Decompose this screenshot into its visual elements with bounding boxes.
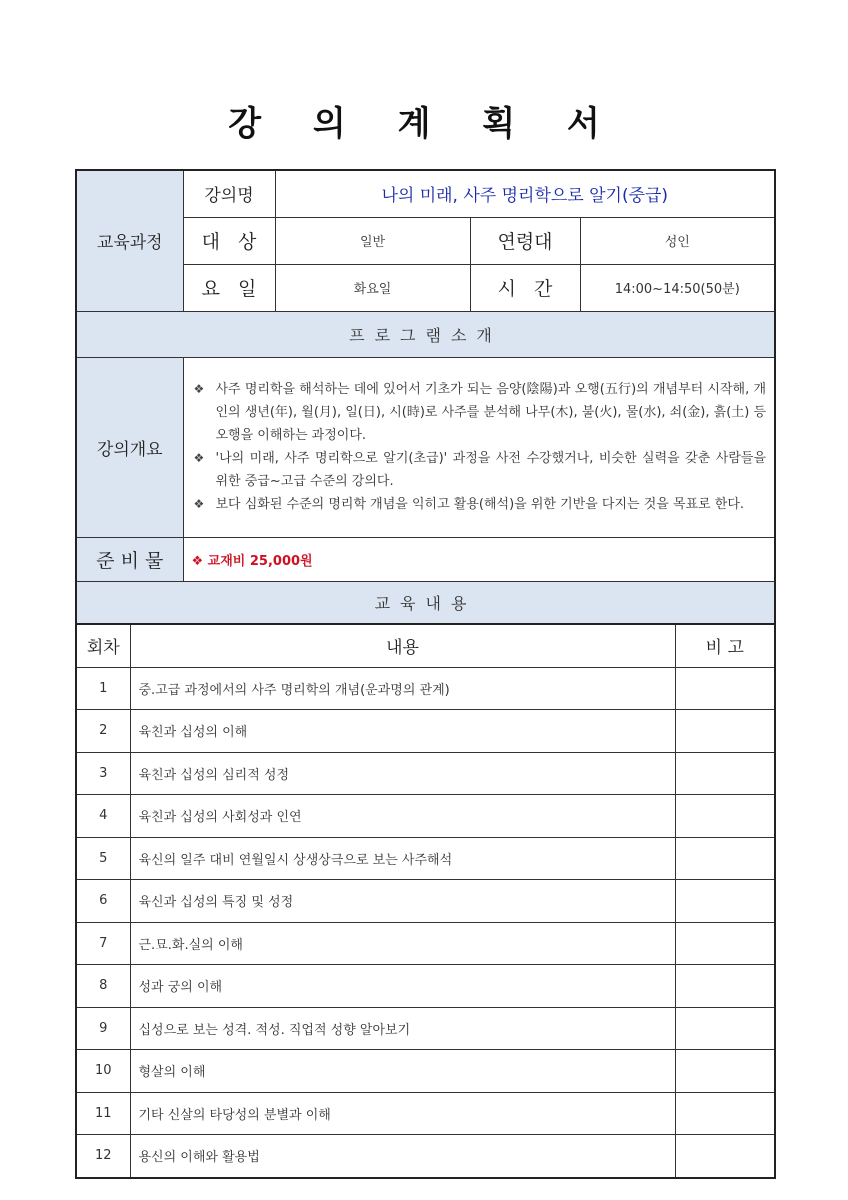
session-content: 십성으로 보는 성격. 적성. 직업적 성향 알아보기 (130, 1007, 675, 1050)
table-row (76, 795, 775, 838)
table-row (76, 965, 775, 1008)
target-label: 대 상 (183, 217, 275, 264)
column-header-session: 회차 (76, 624, 130, 667)
session-number: 7 (76, 922, 130, 965)
session-number: 5 (76, 837, 130, 880)
session-number: 4 (76, 795, 130, 838)
document-title: 강 의 계 획 서 (228, 104, 620, 144)
column-header-note: 비 고 (675, 624, 775, 667)
session-content: 육친과 십성의 이해 (130, 710, 675, 753)
diamond-bullet-icon: ❖ (193, 496, 205, 511)
session-content: 근.묘.화.실의 이해 (130, 922, 675, 965)
session-note (675, 1007, 775, 1050)
overview-bullet: ❖ 사주 명리학을 해석하는 데에 있어서 기초가 되는 음양(陰陽)과 오행(五行)의 개념부터 시작해, 개인의 생년(年), 월(月), 일(日), 시(時)로 사주를 분석해 나무(木), 불(火), 물(水), 쇠(金), 흙(土) 등 오행을 이해하는 과정이다. (194, 378, 767, 447)
session-number: 1 (76, 667, 130, 710)
target-value: 일반 (275, 217, 470, 264)
table-row (76, 1007, 775, 1050)
table-row (76, 1135, 775, 1178)
course-name-value: 나의 미래, 사주 명리학으로 알기(중급) (275, 170, 775, 217)
session-content: 육신과 십성의 특징 및 성정 (130, 880, 675, 923)
session-note (675, 965, 775, 1008)
table-row (76, 837, 775, 880)
program-intro-header: 프로그램소개 (76, 311, 775, 357)
diamond-bullet-icon: ❖ (193, 450, 205, 465)
session-note (675, 752, 775, 795)
course-section-label: 교육과정 (76, 170, 183, 311)
session-number: 10 (76, 1050, 130, 1093)
session-note (675, 710, 775, 753)
table-row (76, 1092, 775, 1135)
session-number: 2 (76, 710, 130, 753)
session-number: 3 (76, 752, 130, 795)
table-row (76, 880, 775, 923)
time-value: 14:00~14:50(50분) (580, 264, 775, 311)
session-content: 중.고급 과정에서의 사주 명리학의 개념(운과명의 관계) (130, 667, 675, 710)
session-content: 용신의 이해와 활용법 (130, 1135, 675, 1178)
session-number: 11 (76, 1092, 130, 1135)
session-note (675, 837, 775, 880)
time-label: 시 간 (470, 264, 580, 311)
session-note (675, 922, 775, 965)
table-row (76, 922, 775, 965)
session-content: 육친과 십성의 심리적 성정 (130, 752, 675, 795)
course-name-label: 강의명 (183, 170, 275, 217)
session-content: 성과 궁의 이해 (130, 965, 675, 1008)
session-content: 육친과 십성의 사회성과 인연 (130, 795, 675, 838)
table-row (76, 752, 775, 795)
session-number: 9 (76, 1007, 130, 1050)
session-note (675, 1092, 775, 1135)
content-table (75, 623, 776, 1179)
session-content: 기타 신살의 타당성의 분별과 이해 (130, 1092, 675, 1135)
session-content: 육신의 일주 대비 연월일시 상생상극으로 보는 사주해석 (130, 837, 675, 880)
session-note (675, 667, 775, 710)
session-number: 12 (76, 1135, 130, 1178)
overview-bullet: ❖ 보다 심화된 수준의 명리학 개념을 익히고 활용(해석)을 위한 기반을 다지는 것을 목표로 한다. (194, 493, 767, 516)
session-note (675, 795, 775, 838)
age-label: 연령대 (470, 217, 580, 264)
session-note (675, 880, 775, 923)
overview-label: 강의개요 (76, 357, 183, 537)
diamond-bullet-icon: ❖ (193, 381, 205, 396)
session-note (675, 1135, 775, 1178)
materials-label: 준 비 물 (76, 537, 183, 581)
age-value: 성인 (580, 217, 775, 264)
session-number: 8 (76, 965, 130, 1008)
day-label: 요 일 (183, 264, 275, 311)
table-row (76, 667, 775, 710)
session-content: 형살의 이해 (130, 1050, 675, 1093)
overview-bullet: ❖ '나의 미래, 사주 명리학으로 알기(초급)' 과정을 사전 수강했거나, 비슷한 실력을 갖춘 사람들을 위한 중급~고급 수준의 강의다. (194, 447, 767, 493)
course-info-table (75, 169, 776, 625)
materials-value: ❖ 교재비 25,000원 (183, 537, 775, 581)
session-number: 6 (76, 880, 130, 923)
table-row (76, 1050, 775, 1093)
column-header-content: 내용 (130, 624, 675, 667)
session-note (675, 1050, 775, 1093)
table-row (76, 710, 775, 753)
day-value: 화요일 (275, 264, 470, 311)
overview-bullets (183, 357, 775, 537)
content-header: 교육내용 (76, 581, 775, 624)
